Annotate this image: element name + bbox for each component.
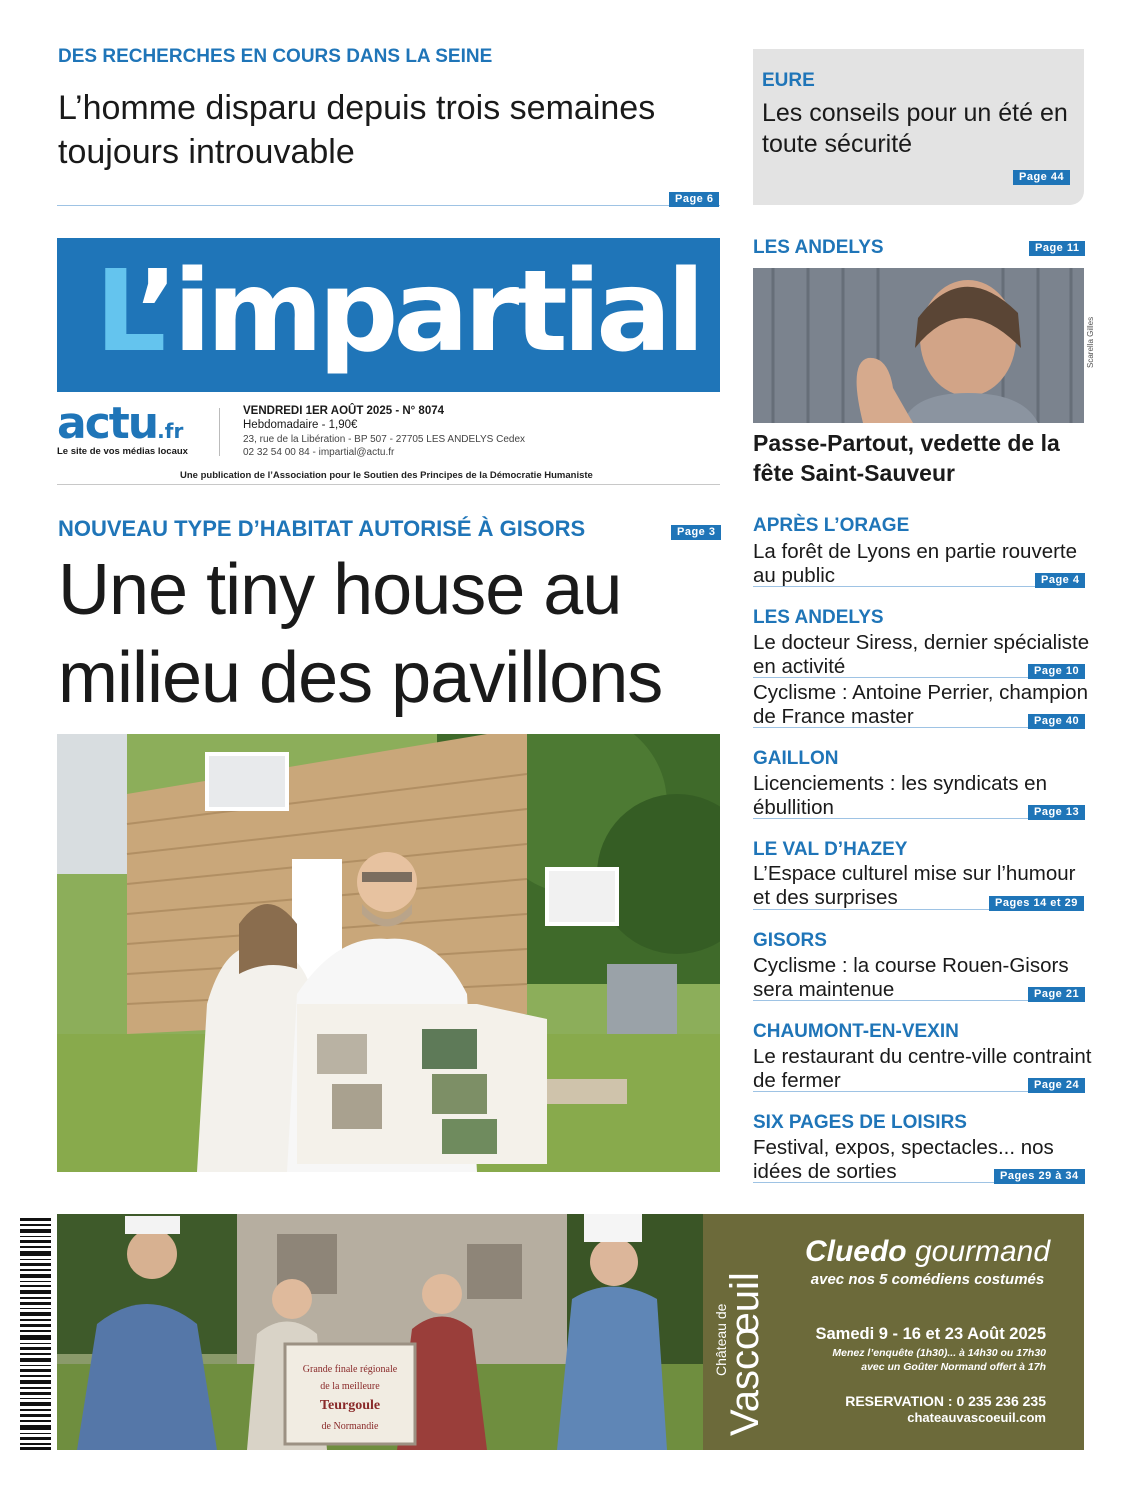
top-story-page-tag[interactable]: Page 6 bbox=[669, 192, 719, 207]
brief-headline[interactable]: Le docteur Siress, dernier spécialiste en activité bbox=[753, 631, 1090, 678]
photo-credit: Scarella Gilles bbox=[1086, 316, 1095, 368]
brief-page-tag[interactable]: Page 10 bbox=[1028, 664, 1085, 679]
svg-text:Château de: Château de bbox=[713, 1303, 729, 1376]
eure-headline[interactable]: Les conseils pour un été en toute sécurité bbox=[762, 99, 1068, 158]
ad-subtitle: avec nos 5 comédiens costumés bbox=[810, 1271, 1045, 1288]
barcode bbox=[20, 1218, 51, 1450]
ad-reservation-phone[interactable]: RESERVATION : 0 235 236 235 bbox=[845, 1393, 1046, 1409]
brief-headline[interactable]: La forêt de Lyons en partie rouverte au public bbox=[753, 540, 1078, 587]
brief-kicker: SIX PAGES DE LOISIRS bbox=[753, 1112, 967, 1133]
brief-kicker: APRÈS L’ORAGE bbox=[753, 515, 910, 536]
publisher-line: Une publication de l’Association pour le Soutien des Principes de la Démocratie Humaniste bbox=[180, 470, 593, 481]
issue-contact: 02 32 54 00 84 - impartial@actu.fr bbox=[243, 447, 395, 458]
ad-title: Cluedo gourmand bbox=[804, 1235, 1051, 1268]
ad-website-link[interactable]: chateauvascoeuil.com bbox=[907, 1410, 1046, 1425]
feature-headline[interactable]: Passe-Partout, vedette de la fête Saint-Sauveur bbox=[753, 430, 1060, 486]
brief-headline[interactable]: Cyclisme : Antoine Perrier, champion de France master bbox=[753, 681, 1088, 728]
brief-kicker: GISORS bbox=[753, 930, 827, 951]
brief-kicker: CHAUMONT-EN-VEXIN bbox=[753, 1021, 959, 1042]
brief-headline[interactable]: Festival, expos, spectacles... nos idées de sorties bbox=[753, 1136, 1054, 1183]
brief-page-tag[interactable]: Page 13 bbox=[1028, 805, 1085, 820]
issue-frequency: Hebdomadaire - 1,90€ bbox=[243, 419, 358, 431]
divider bbox=[57, 205, 720, 206]
ad-photo[interactable] bbox=[57, 1214, 703, 1450]
passe-partout-photo[interactable] bbox=[753, 268, 1084, 423]
actu-logo[interactable]: actu.fr bbox=[57, 398, 184, 449]
sign-line: de Normandie bbox=[321, 1421, 379, 1432]
tiny-house-photo[interactable] bbox=[57, 734, 720, 1172]
feature-kicker: LES ANDELYS bbox=[753, 237, 884, 258]
feature-page-tag[interactable]: Page 11 bbox=[1029, 241, 1085, 256]
issue-date: VENDREDI 1ER AOÛT 2025 - N° 8074 bbox=[243, 405, 445, 417]
divider bbox=[57, 484, 720, 485]
sign-line: Teurgoule bbox=[319, 1398, 381, 1413]
eure-page-tag[interactable]: Page 44 bbox=[1013, 170, 1070, 185]
brief-page-tag[interactable]: Pages 14 et 29 bbox=[989, 896, 1084, 911]
main-story-headline[interactable]: Une tiny house au milieu des pavillons bbox=[58, 550, 663, 718]
sign-line: de la meilleure bbox=[320, 1381, 380, 1392]
top-story-headline[interactable]: L’homme disparu depuis trois semaines toujours introuvable bbox=[58, 89, 656, 171]
svg-text:Vascœuil: Vascœuil bbox=[723, 1272, 762, 1436]
brief-kicker: GAILLON bbox=[753, 748, 839, 769]
brief-page-tag[interactable]: Page 21 bbox=[1028, 987, 1085, 1002]
issue-address: 23, rue de la Libération - BP 507 - 27705 LES ANDELYS Cedex bbox=[243, 434, 526, 445]
ad-dates: Samedi 9 - 16 et 23 Août 2025 bbox=[815, 1325, 1046, 1343]
ad-times: Menez l’enquête (1h30)... à 14h30 ou 17h30 bbox=[832, 1347, 1046, 1359]
brief-kicker: LE VAL D’HAZEY bbox=[753, 839, 908, 860]
ad-gouter: avec un Goûter Normand offert à 17h bbox=[861, 1361, 1046, 1373]
brief-page-tag[interactable]: Page 24 bbox=[1028, 1078, 1085, 1093]
brief-kicker: LES ANDELYS bbox=[753, 607, 884, 628]
brief-headline[interactable]: Le restaurant du centre-ville contraint de fermer bbox=[753, 1045, 1092, 1092]
chateau-logo[interactable] bbox=[712, 1226, 762, 1440]
main-story-page-tag[interactable]: Page 3 bbox=[671, 525, 721, 540]
masthead bbox=[57, 238, 720, 392]
actu-tagline: Le site de vos médias locaux bbox=[57, 446, 188, 457]
brief-page-tag[interactable]: Pages 29 à 34 bbox=[994, 1169, 1085, 1184]
brief-headline[interactable]: Cyclisme : la course Rouen-Gisors sera maintenue bbox=[753, 954, 1069, 1001]
sign-line: Grande finale régionale bbox=[302, 1364, 398, 1375]
masthead-title: L’impartial bbox=[95, 247, 701, 377]
main-story-kicker: NOUVEAU TYPE D’HABITAT AUTORISÉ À GISORS bbox=[58, 516, 586, 541]
divider bbox=[219, 408, 220, 456]
top-story-kicker: DES RECHERCHES EN COURS DANS LA SEINE bbox=[58, 46, 493, 67]
eure-kicker: EURE bbox=[762, 70, 815, 91]
brief-headline[interactable]: L’Espace culturel mise sur l’humour et des surprises bbox=[753, 862, 1076, 909]
brief-headline[interactable]: Licenciements : les syndicats en ébullition bbox=[753, 772, 1047, 819]
brief-page-tag[interactable]: Page 4 bbox=[1035, 573, 1085, 588]
brief-page-tag[interactable]: Page 40 bbox=[1028, 714, 1085, 729]
